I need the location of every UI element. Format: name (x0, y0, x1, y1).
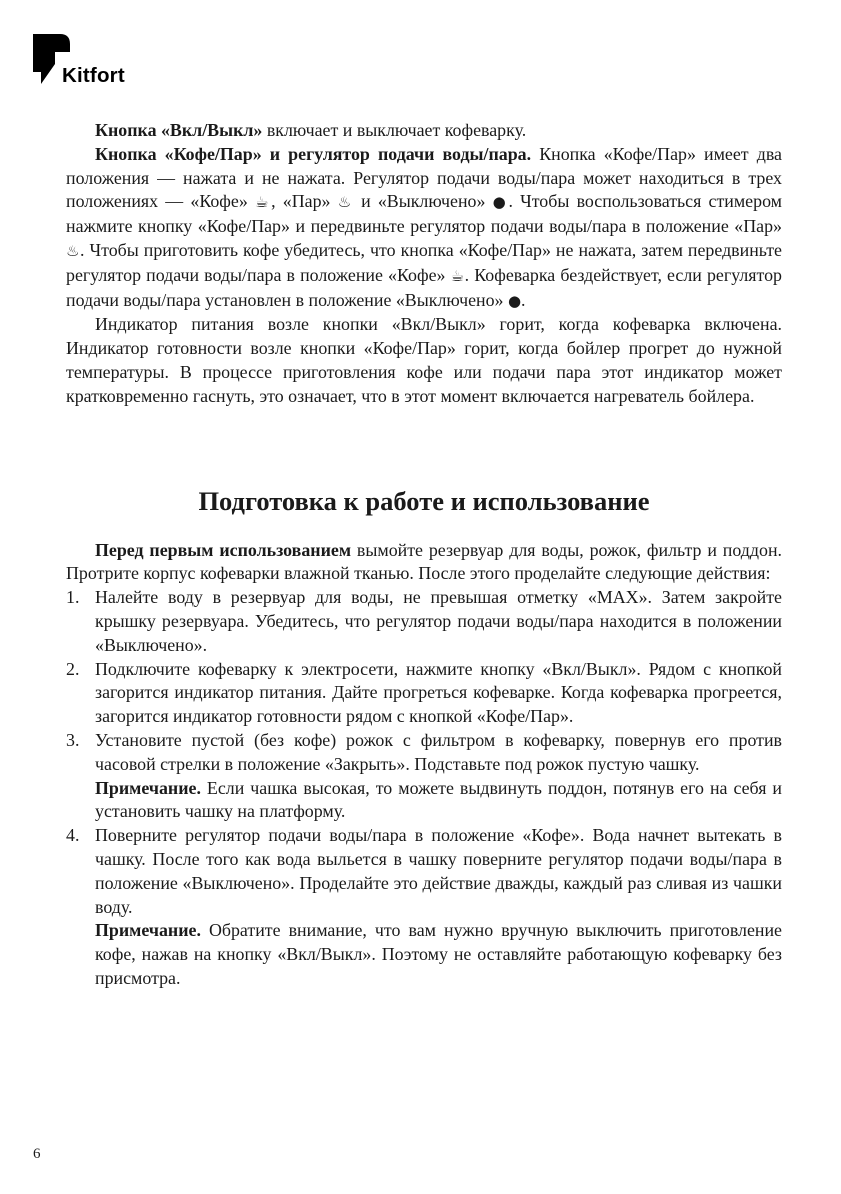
list-item (66, 658, 782, 729)
coffee-cup-icon: ☕ (450, 266, 465, 285)
note-step-4 (66, 919, 782, 990)
text-span: Кнопка «Кофе/Пар» имеет два положения — нажата и не нажата. Регулятор подачи воды/пара может находиться в трех положениях — «Кофе» (66, 143, 782, 212)
text-span: и «Выключено» (353, 191, 493, 212)
paragraph-indicators: Индикатор питания возле кнопки «Вкл/Выкл» горит, когда кофеварка включена. Индикатор готовности возле кнопки «Кофе/Пар» горит, когда бойлер прогрет до нужной температуры. В процессе приготовления кофе или подачи пара этот индикатор может кратковременно гаснуть, это означает, что в этот момент включается нагреватель бойлера. (66, 314, 782, 406)
page-number: 6 (33, 1146, 41, 1162)
first-use-title: Перед первым использованием (95, 539, 352, 560)
list-number: 3. (66, 729, 80, 750)
note-text: Если чашка высокая, то можете выдвинуть поддон, потянув его на себя и установить чашку на платформу. (95, 777, 782, 822)
off-dot-icon: ● (492, 193, 509, 212)
list-item-text: Установите пустой (без кофе) рожок с фильтром в кофеварку, повернув его против часовой стрелки в положение «Закрыть». Подставьте под рожок пустую чашку. (95, 729, 782, 774)
note-text: Обратите внимание, что вам нужно вручную выключить приготовление кофе, нажав на кнопку «Вкл/Выкл». Поэтому не оставляйте работающую кофеварку без присмотра. (95, 920, 782, 988)
list-number: 1. (66, 587, 80, 608)
brand-name: Kitfort (62, 64, 125, 87)
list-item-text: Подключите кофеварку к электросети, нажмите кнопку «Вкл/Выкл». Рядом с кнопкой загорится индикатор питания. Дайте прогреться кофеварке. Когда кофеварка прогреется, загорится индикатор готовности рядом с кнопкой «Кофе/Пар». (95, 658, 782, 727)
list-item (66, 586, 782, 657)
text-span: . Чтобы приготовить кофе убедитесь, что кнопка «Кофе/Пар» не нажата, затем передвиньте регулятор подачи воды/пара в положение «Кофе» (66, 239, 783, 285)
text-span: , «Пар» (271, 191, 338, 212)
list-item (66, 729, 782, 777)
paragraph-power-button (66, 119, 782, 143)
page-content (66, 119, 782, 991)
power-button-text: включает и выключает кофеварку. (262, 120, 527, 140)
steam-icon: ♨ (66, 241, 80, 260)
section-heading: Подготовка к работе и использование (198, 485, 650, 516)
text-span: . (521, 289, 526, 310)
list-item-text: Поверните регулятор подачи воды/пара в положение «Кофе». Вода начнет вытекать в чашку. После того как вода выльется в чашку поверните регулятор подачи воды/пара в положение «Выключено». Проделайте это действие дважды, каждый раз сливая из чашки воду. (95, 825, 782, 917)
off-dot-icon: ● (507, 291, 522, 310)
list-number: 2. (66, 658, 80, 679)
power-button-title: Кнопка «Вкл/Выкл» (95, 120, 263, 140)
list-item-text: Налейте воду в резервуар для воды, не превышая отметку «MAX». Затем закройте крышку резервуара. Убедитесь, что регулятор подачи воды/пара находится в положении «Выключено». (95, 587, 782, 655)
paragraph-coffee-steam (66, 143, 782, 314)
coffee-cup-icon: ☕ (254, 193, 272, 212)
note-label: Примечание. (95, 777, 201, 798)
text-span: . Чтобы воспользоваться стимером нажмите кнопку «Кофе/Пар» и передвиньте регулятор подачи воды/пара в положение «Пар» (66, 191, 782, 237)
paragraph-first-use (66, 539, 782, 587)
list-number: 4. (66, 825, 80, 846)
text-span: . Кофеварка бездействует, если регулятор подачи воды/пара установлен в положение «Выключено» (66, 264, 782, 310)
note-step-3 (66, 777, 782, 825)
note-label: Примечание. (95, 920, 201, 941)
coffee-steam-title: Кнопка «Кофе/Пар» и регулятор подачи воды/пара. (95, 143, 532, 164)
first-use-text: вымойте резервуар для воды, рожок, фильтр и поддон. Протрите корпус кофеварки влажной тканью. После этого проделайте следующие действия: (66, 539, 782, 584)
steam-icon: ♨ (337, 193, 354, 212)
list-item (66, 824, 782, 919)
